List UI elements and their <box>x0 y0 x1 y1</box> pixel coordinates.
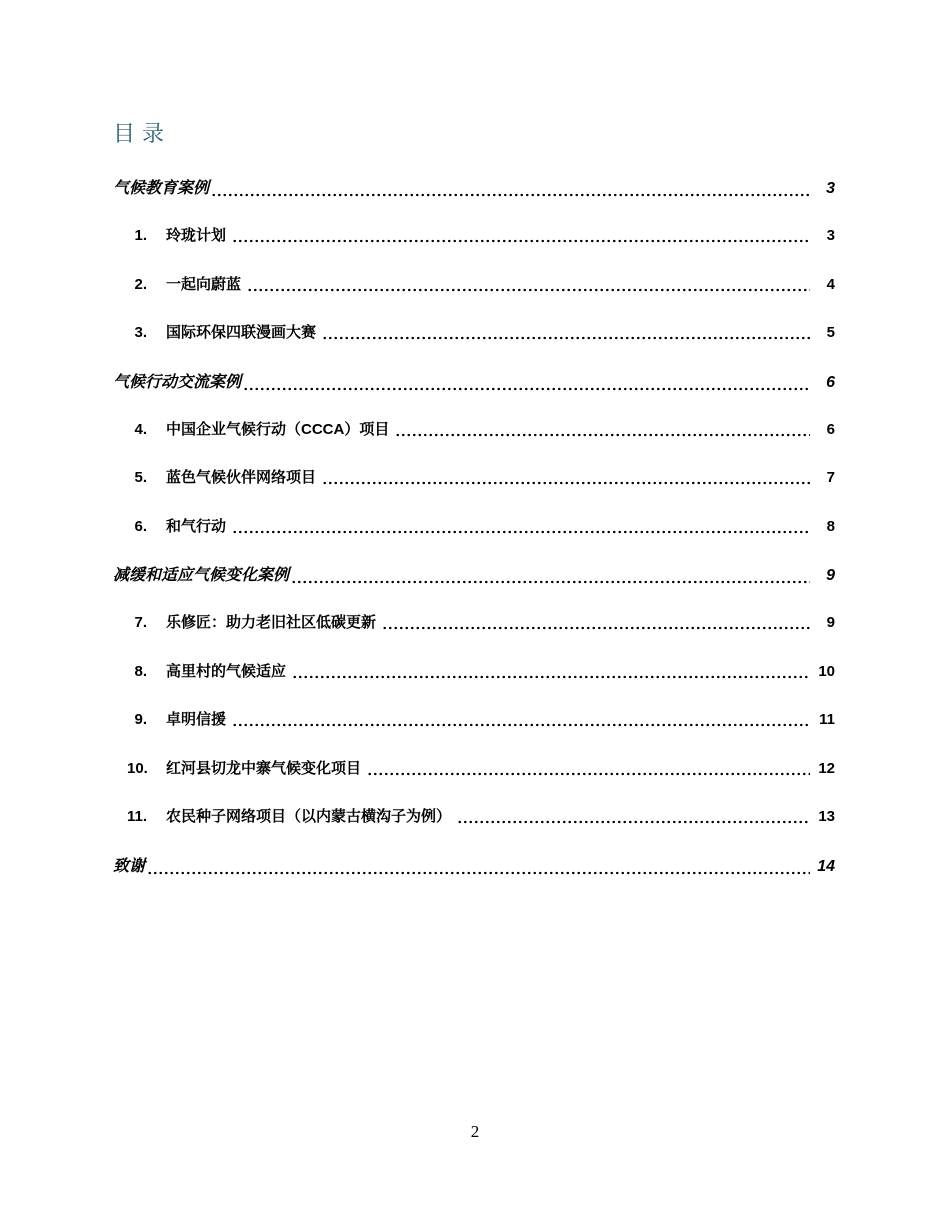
toc-entry-page: 9 <box>826 614 835 631</box>
toc-entry-page: 11 <box>819 711 835 728</box>
toc-entry-number: 7. <box>134 614 147 631</box>
toc-entry-label: 中国企业气候行动（CCCA）项目 <box>166 420 390 438</box>
toc-entry-page: 6 <box>826 373 835 391</box>
dot-leader <box>291 565 810 587</box>
toc-entry-label: 玲珑计划 <box>166 227 227 244</box>
toc-entry-number: 5. <box>134 469 147 486</box>
toc-entry-number: 1. <box>134 227 147 244</box>
toc-entry-page: 10 <box>818 662 835 680</box>
toc-entry-label: 致谢 <box>113 857 146 875</box>
toc-entry-number: 2. <box>134 275 147 293</box>
dot-leader <box>367 759 810 779</box>
toc-title: 目录 <box>113 121 172 146</box>
toc-entry-label: 红河县切龙中寨气候变化项目 <box>166 759 362 777</box>
toc-item-row[interactable] <box>113 275 835 295</box>
dot-leader <box>232 710 810 730</box>
toc-entry-label: 高里村的气候适应 <box>166 662 287 680</box>
toc-entry-label: 国际环保四联漫画大赛 <box>166 324 317 341</box>
toc-section-row[interactable] <box>113 178 835 200</box>
dot-leader <box>382 613 810 633</box>
dot-leader <box>292 662 810 682</box>
dot-leader <box>243 372 810 394</box>
toc-entry-page: 13 <box>818 808 835 825</box>
toc-entry-page: 8 <box>826 517 835 535</box>
dot-leader <box>322 468 810 488</box>
toc-entry-label: 和气行动 <box>166 517 227 535</box>
toc-entry-label: 气候教育案例 <box>113 180 210 197</box>
toc-section-row[interactable] <box>113 565 835 587</box>
toc-entry-label: 农民种子网络项目（以内蒙古横沟子为例） <box>166 808 452 825</box>
toc-section-row[interactable] <box>113 856 835 878</box>
toc-entry-label: 乐修匠：助力老旧社区低碳更新 <box>166 614 377 631</box>
dot-leader <box>322 323 810 343</box>
toc-entry-page: 9 <box>826 567 835 584</box>
toc-entry-label: 减缓和适应气候变化案例 <box>113 567 290 584</box>
toc-item-row[interactable] <box>113 662 835 682</box>
dot-leader <box>247 275 810 295</box>
dot-leader <box>232 226 810 246</box>
toc-item-row[interactable] <box>113 517 835 537</box>
toc-entry-page: 7 <box>826 469 835 486</box>
toc-entry-number: 10. <box>127 759 148 777</box>
toc-item-row[interactable] <box>113 468 835 488</box>
footer-page-number: 2 <box>470 1122 480 1141</box>
dot-leader <box>211 178 810 200</box>
toc-entry-label: 一起向蔚蓝 <box>166 275 242 293</box>
toc-entry-number: 6. <box>134 517 147 535</box>
toc-entry-page: 3 <box>826 180 835 197</box>
dot-leader <box>395 420 810 440</box>
toc-item-row[interactable] <box>113 420 835 440</box>
toc-entry-label: 气候行动交流案例 <box>113 373 242 391</box>
toc-entry-number: 3. <box>134 324 147 341</box>
toc-entry-label: 卓明信援 <box>166 711 227 728</box>
dot-leader <box>457 807 810 827</box>
toc-item-row[interactable] <box>113 710 835 730</box>
toc-entry-page: 4 <box>826 275 835 293</box>
toc-entry-page: 3 <box>826 227 835 244</box>
toc-item-row[interactable] <box>113 323 835 343</box>
toc-entry-page: 6 <box>826 420 835 438</box>
dot-leader <box>232 517 810 537</box>
toc-entry-number: 9. <box>134 711 147 728</box>
toc-entry-page: 14 <box>817 857 835 875</box>
toc-item-row[interactable] <box>113 759 835 779</box>
toc-item-row[interactable] <box>113 226 835 246</box>
toc-entry-number: 11. <box>127 808 148 825</box>
toc-entry-page: 12 <box>818 759 835 777</box>
toc-entry-label: 蓝色气候伙伴网络项目 <box>166 469 317 486</box>
toc-section-row[interactable] <box>113 372 835 394</box>
toc-item-row[interactable] <box>113 613 835 633</box>
toc-container <box>113 120 835 904</box>
toc-item-row[interactable] <box>113 807 835 827</box>
toc-entry-number: 8. <box>134 662 147 680</box>
dot-leader <box>147 856 810 878</box>
toc-entry-number: 4. <box>134 420 147 438</box>
toc-entry-page: 5 <box>826 324 835 341</box>
